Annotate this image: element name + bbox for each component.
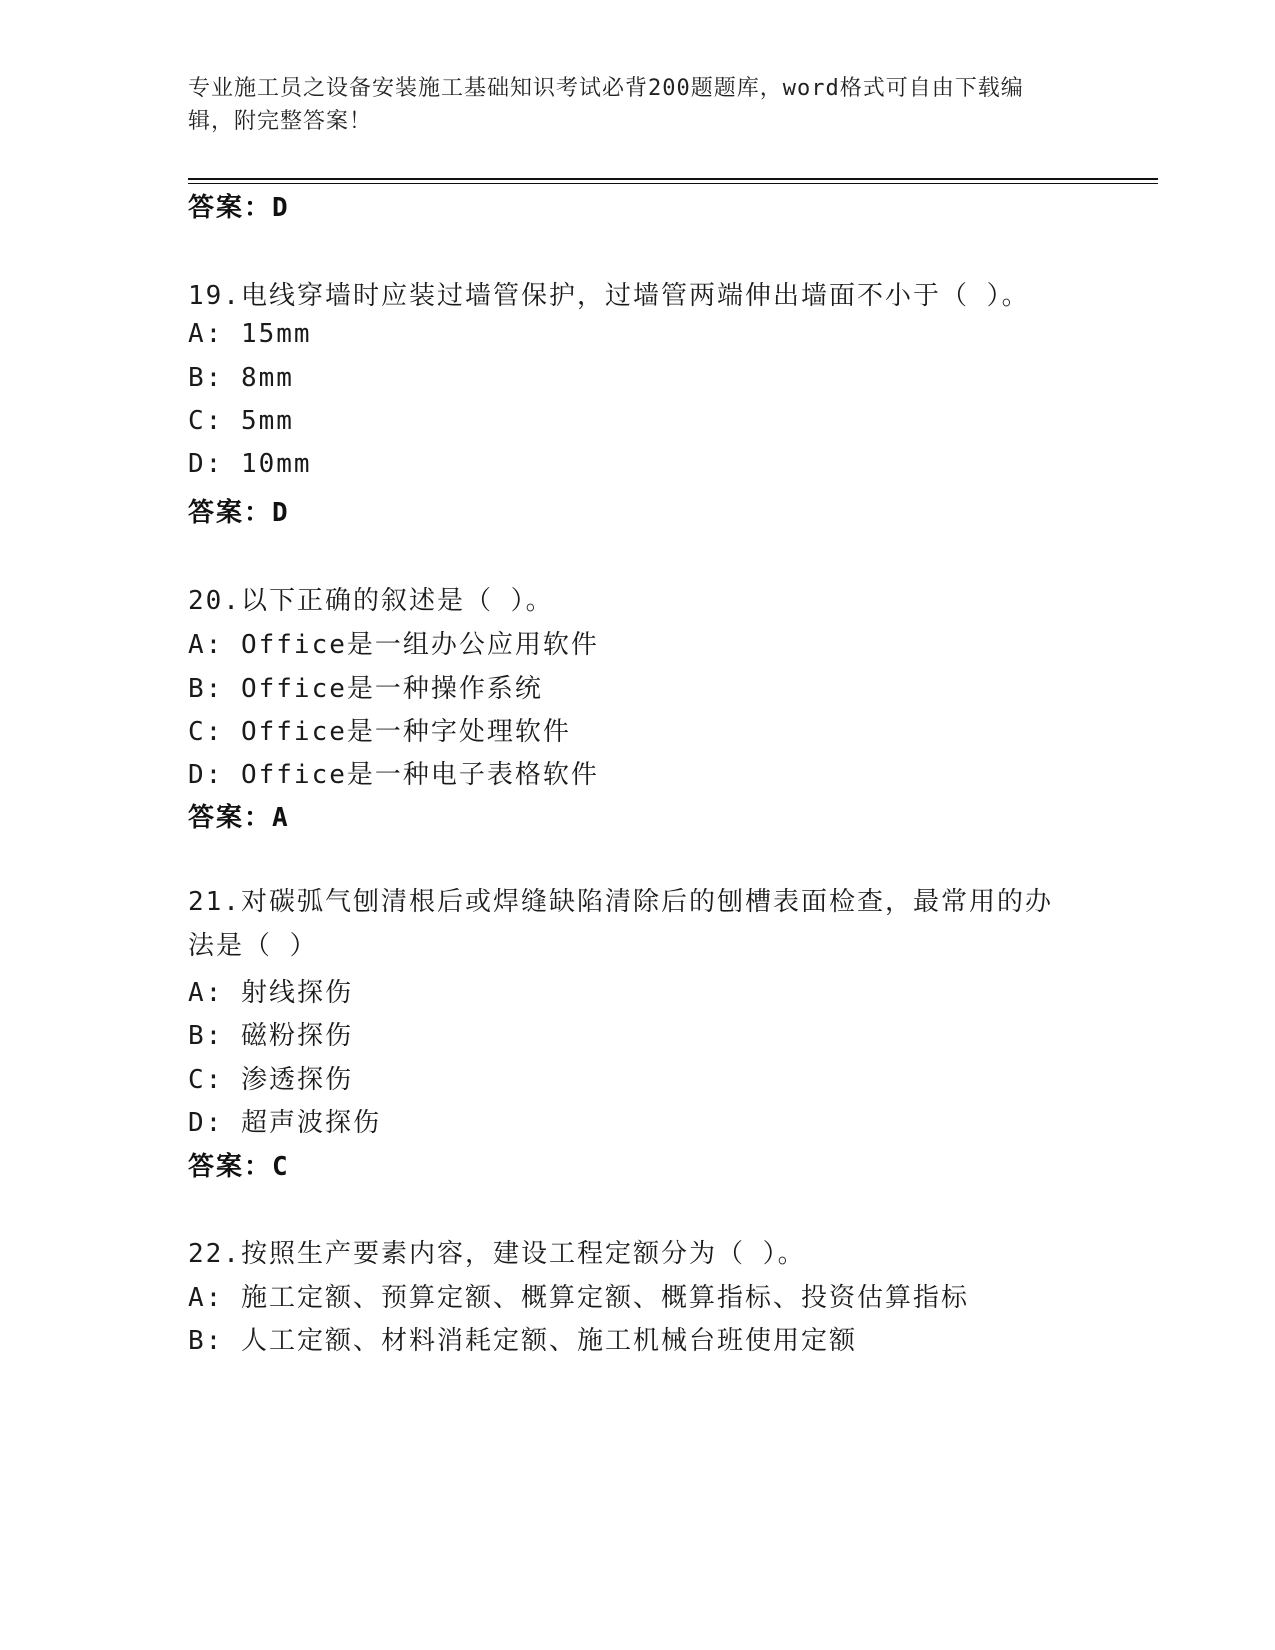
answer-line: 答案：C <box>188 1152 290 1182</box>
question-stem: 22.按照生产要素内容，建设工程定额分为（ ）。 <box>188 1239 806 1269</box>
option-a: A: 15mm <box>188 319 312 349</box>
option-a: A: Office是一组办公应用软件 <box>188 630 599 660</box>
question-stem: 19.电线穿墙时应装过墙管保护，过墙管两端伸出墙面不小于（ ）。 <box>188 281 1030 311</box>
option-d: D: Office是一种电子表格软件 <box>188 760 599 790</box>
option-c: C: 5mm <box>188 406 294 436</box>
option-a: A: 施工定额、预算定额、概算定额、概算指标、投资估算指标 <box>188 1283 969 1313</box>
answer-line: 答案：D <box>188 498 290 528</box>
option-b: B: 8mm <box>188 363 294 393</box>
question-stem: 21.对碳弧气刨清根后或焊缝缺陷清除后的刨槽表面检查，最常用的办法是（ ） <box>188 887 1053 961</box>
option-d: D: 超声波探伤 <box>188 1108 381 1138</box>
option-b: B: 磁粉探伤 <box>188 1021 353 1051</box>
option-c: C: Office是一种字处理软件 <box>188 717 571 747</box>
header-rule <box>188 178 1158 180</box>
option-b: B: 人工定额、材料消耗定额、施工机械台班使用定额 <box>188 1326 857 1356</box>
option-a: A: 射线探伤 <box>188 978 353 1008</box>
document-header: 专业施工员之设备安装施工基础知识考试必背200题题库，word格式可自由下载编辑，附完整答案！ <box>188 76 1024 134</box>
option-c: C: 渗透探伤 <box>188 1065 353 1095</box>
option-b: B: Office是一种操作系统 <box>188 674 543 704</box>
answer-line: 答案：D <box>188 193 290 223</box>
answer-line: 答案：A <box>188 803 290 833</box>
question-stem: 20.以下正确的叙述是（ ）。 <box>188 586 554 616</box>
header-rule-thin <box>188 183 1158 184</box>
option-d: D: 10mm <box>188 449 312 479</box>
